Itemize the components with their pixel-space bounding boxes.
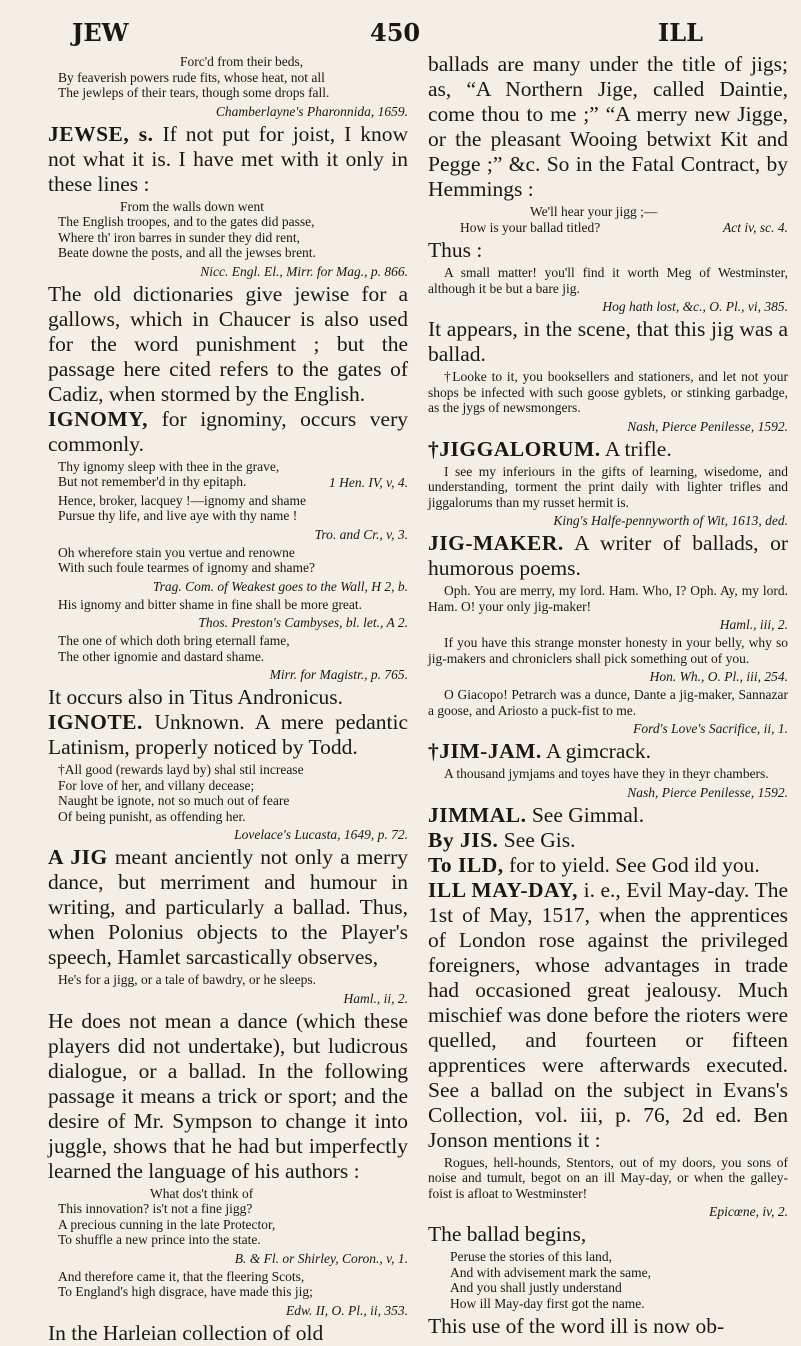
definition: See Gis. <box>503 827 576 852</box>
quote-line: How is your ballad titled? <box>460 219 601 235</box>
citation: Mirr. for Magistr., p. 765. <box>269 667 408 682</box>
quote-edward <box>48 1269 408 1300</box>
definition: for to yield. See God ild you. <box>508 852 760 877</box>
citation: 1 Hen. IV, v, 4. <box>329 474 408 490</box>
quote-line: I see my inferiours in the gifts of learning, wisedome, and understanding, torment the print daily with lighter trifles and jiggalorums than my russet hermit is. <box>428 463 788 510</box>
definition: meant anciently not only a merry dance, but merriment and humour in writing, and particularly a ballad. Thus, when Polonius objects to the Player's speech, Hamlet sarcastically observes, <box>48 845 409 969</box>
headword: JIMMAL. <box>428 802 527 827</box>
quote-line: Of being punisht, as offending her. <box>58 808 246 824</box>
quote-line: A small matter! you'll find it worth Meg of Westminster, although it be but a bare jig. <box>428 265 788 296</box>
quote-mirr <box>48 633 408 664</box>
headword: A JIG <box>48 845 108 869</box>
quote-ballad <box>428 1249 788 1311</box>
paragraph: The ballad begins, <box>428 1222 587 1246</box>
paragraph: In the Harleian collection of old <box>48 1320 324 1345</box>
entry-jig-maker <box>428 531 788 581</box>
quote-line: Pursue thy life, and live aye with thy name ! <box>58 508 298 523</box>
quote-line: We'll hear your jigg ;— <box>530 204 658 219</box>
paragraph: Thus : <box>428 238 483 262</box>
quote-line: But not remember'd in thy epitaph. <box>58 474 247 489</box>
quote-line: For love of her, and villany decease; <box>58 777 255 793</box>
entry-jewse <box>48 122 408 197</box>
quote-line: And you shall justly understand <box>450 1280 622 1295</box>
quote-king <box>428 464 788 511</box>
quote-ford <box>428 687 788 718</box>
quote-lucasta <box>48 762 408 824</box>
quote-coronation <box>48 1186 408 1248</box>
citation: Lovelace's Lucasta, 1649, p. 72. <box>234 827 408 842</box>
page-header <box>0 14 801 54</box>
quote-line: How ill May-day first got the name. <box>450 1295 645 1311</box>
quote-line: A precious cunning in the late Protector, <box>58 1216 276 1232</box>
quote-line: Naught be ignote, not so much out of feare <box>58 793 290 808</box>
paragraph: This use of the word ill is now ob- <box>428 1314 725 1338</box>
entry-ignomy <box>48 407 408 457</box>
quote-troilus <box>48 493 408 524</box>
citation: Tro. and Cr., v, 3. <box>314 526 408 542</box>
left-column <box>48 52 409 1345</box>
citation: Haml., ii, 2. <box>343 990 408 1006</box>
citation: Epicœne, iv, 2. <box>709 1204 788 1219</box>
quote-line: Thy ignomy sleep with thee in the grave, <box>58 458 280 474</box>
citation: Thos. Preston's Cambyses, bl. let., A 2. <box>198 615 408 630</box>
quote-line: Peruse the stories of this land, <box>450 1249 612 1264</box>
citation: Trag. Com. of Weakest goes to the Wall, H 2, b. <box>152 578 408 594</box>
paragraph: The old dictionaries give jewise for a gallows, which in Chaucer is also used for the word punishment ; but the passage here cited refers to the gates of Cadiz, when stormed by the English. <box>48 281 408 406</box>
citation: Hon. Wh., O. Pl., iii, 254. <box>649 669 788 684</box>
headword: JIG-MAKER. <box>428 531 564 555</box>
quote-line: With such foule tearmes of ignomy and shame? <box>58 560 316 575</box>
quote-line: Oph. You are merry, my lord. Ham. Who, I? Oph. Ay, my lord. Ham. O! your only jig-maker! <box>428 583 788 614</box>
quote-pharonnida <box>48 54 408 101</box>
header-right-guideword: ILL <box>658 18 703 47</box>
entry-jim-jam <box>428 739 788 764</box>
citation: Nash, Pierce Penilesse, 1592. <box>627 418 788 434</box>
definition: If not put for joist, I know not what it is. I have met with it only in these lines : <box>48 121 409 196</box>
headword: IGNOMY, <box>48 406 149 431</box>
citation: Edw. II, O. Pl., ii, 353. <box>286 1302 408 1318</box>
quote-line: And with advisement mark the same, <box>450 1264 651 1280</box>
quote-cambyses <box>48 597 408 613</box>
headword: JEWSE, s. <box>48 121 154 146</box>
citation: Haml., iii, 2. <box>719 617 788 632</box>
quote-line: The jewleps of their tears, though some drops fall. <box>58 85 330 100</box>
definition: See Gimmal. <box>531 802 645 827</box>
citation: Hog hath lost, &c., O. Pl., vi, 385. <box>602 299 788 314</box>
citation: Act iv, sc. 4. <box>723 220 788 235</box>
entry-to-ild <box>428 853 788 878</box>
definition: Unknown. A mere pedantic Latinism, properly noticed by Todd. <box>48 710 408 759</box>
headword: †JIM-JAM. <box>428 739 542 763</box>
right-column <box>428 52 788 1338</box>
entry-ignote <box>48 710 408 760</box>
quote-line: The other ignomie and dastard shame. <box>58 648 265 664</box>
definition: A gimcrack. <box>545 739 652 763</box>
citation: B. & Fl. or Shirley, Coron., v, 1. <box>234 1250 408 1266</box>
quote-line: To shuffle a new prince into the state. <box>58 1232 261 1247</box>
citation: Nicc. Engl. El., Mirr. for Mag., p. 866. <box>200 263 408 279</box>
paragraph: ballads are many under the title of jigs; as, “A Northern Jige, called Daintie, come thou to me ;” “A merry new Jigge, or the pleasant Wooing betwixt Kit and Pegge ;” &c. So in the Fatal Contract, by Hemmings : <box>428 52 788 201</box>
quote-line: O Giacopo! Petrarch was a dunce, Dante a jig-maker, Sannazar a goose, and Ariosto a puck-fist to me. <box>428 687 788 718</box>
headword: †JIGGALORUM. <box>428 436 601 461</box>
headword: ILL MAY-DAY, <box>428 877 579 902</box>
citation: King's Halfe-pennyworth of Wit, 1613, ded. <box>553 513 788 528</box>
quote-epicoene <box>428 1155 788 1202</box>
quote-nash-1 <box>428 369 788 416</box>
entry-jiggalorum <box>428 437 788 462</box>
citation: Ford's Love's Sacrifice, ii, 1. <box>633 721 788 736</box>
quote-hog <box>428 265 788 296</box>
paragraph: It occurs also in Titus Andronicus. <box>48 685 344 709</box>
quote-honest-whore <box>428 635 788 666</box>
quote-line: Oh wherefore stain you vertue and renowne <box>58 544 295 560</box>
quote-weakest <box>48 545 408 576</box>
quote-line: Beate downe the posts, and all the jewses brent. <box>58 245 316 260</box>
quote-line: Where th' iron barres in sunder they did rent, <box>58 229 300 245</box>
paragraph: It appears, in the scene, that this jig was a ballad. <box>428 317 788 366</box>
quote-line: †Looke to it, you booksellers and stationers, and let not your shops be infected with such goose gyblets, or stinking garbadge, as the jygs of newsmongers. <box>428 369 788 415</box>
definition: A trifle. <box>604 436 672 461</box>
headword: To ILD, <box>428 852 504 877</box>
quote-line: If you have this strange monster honesty in your belly, why so jig-makers and chroniclers shall pick something out of you. <box>428 635 788 666</box>
quote-nash-2 <box>428 766 788 782</box>
citation: Chamberlayne's Pharonnida, 1659. <box>215 103 408 119</box>
header-left-guideword: JEW <box>72 18 129 47</box>
definition: for ignominy, occurs very commonly. <box>48 406 408 456</box>
entry-by-jis <box>428 828 788 853</box>
quote-line: He's for a jigg, or a tale of bawdry, or he sleeps. <box>58 972 316 987</box>
headword: IGNOTE. <box>48 710 143 734</box>
citation: Nash, Pierce Penilesse, 1592. <box>627 784 788 800</box>
quote-line: A thousand jymjams and toyes have they in theyr chambers. <box>444 766 769 781</box>
quote-hamlet-2 <box>428 583 788 614</box>
quote-line: What dos't think of <box>150 1185 254 1201</box>
page-number: 450 <box>370 18 421 47</box>
quote-line: †All good (rewards layd by) shal stil increase <box>58 762 304 777</box>
entry-ill-may-day <box>428 878 788 1153</box>
quote-line: Forc'd from their beds, <box>180 54 304 69</box>
quote-line: His ignomy and bitter shame in fine shall be more great. <box>58 596 363 612</box>
quote-line: The one of which doth bring eternall fame, <box>58 633 290 648</box>
entry-jig <box>48 845 408 970</box>
quote-line: From the walls down went <box>120 198 264 214</box>
quote-line: To England's high disgrace, have made this jig; <box>58 1284 313 1299</box>
quote-line: By feaverish powers rude fits, whose heat, not all <box>58 69 325 85</box>
quote-line: And therefore came it, that the fleering Scots, <box>58 1268 305 1284</box>
paragraph: He does not mean a dance (which these players did not undertake), but ludicrous dialogue, or a ballad. In the following passage it means a trick or sport; and the desire of Mr. Sympson to change it into juggle, shows that he had but imperfectly learned the language of his authors : <box>48 1008 408 1183</box>
definition: i. e., Evil May-day. The 1st of May, 1517, when the apprentices of London rose against the privileged foreigners, whose advantages in trade had occasioned great jealousy. Much mischief was done before the rioters were quelled, and fourteen or fifteen apprentices were afterwards executed. See a ballad on the subject in Evans's Collection, vol. iii, p. 76, 2d ed. Ben Jonson mentions it : <box>428 877 788 1152</box>
quote-line: The English troopes, and to the gates did passe, <box>58 214 315 229</box>
quote-mirror <box>48 199 408 261</box>
quote-line: Rogues, hell-hounds, Stentors, out of my doors, you sons of noise and tumult, begot on an ill May-day, or when the galley-foist is afloat to Westminster! <box>428 1154 788 1201</box>
quote-line: Hence, broker, lacquey !—ignomy and shame <box>58 492 306 508</box>
quote-line: This innovation? is't not a fine jigg? <box>58 1201 253 1216</box>
definition: A writer of ballads, or humorous poems. <box>428 531 788 580</box>
headword: By JIS. <box>428 827 499 852</box>
entry-jimmal <box>428 803 788 828</box>
quote-hamlet <box>48 972 408 988</box>
